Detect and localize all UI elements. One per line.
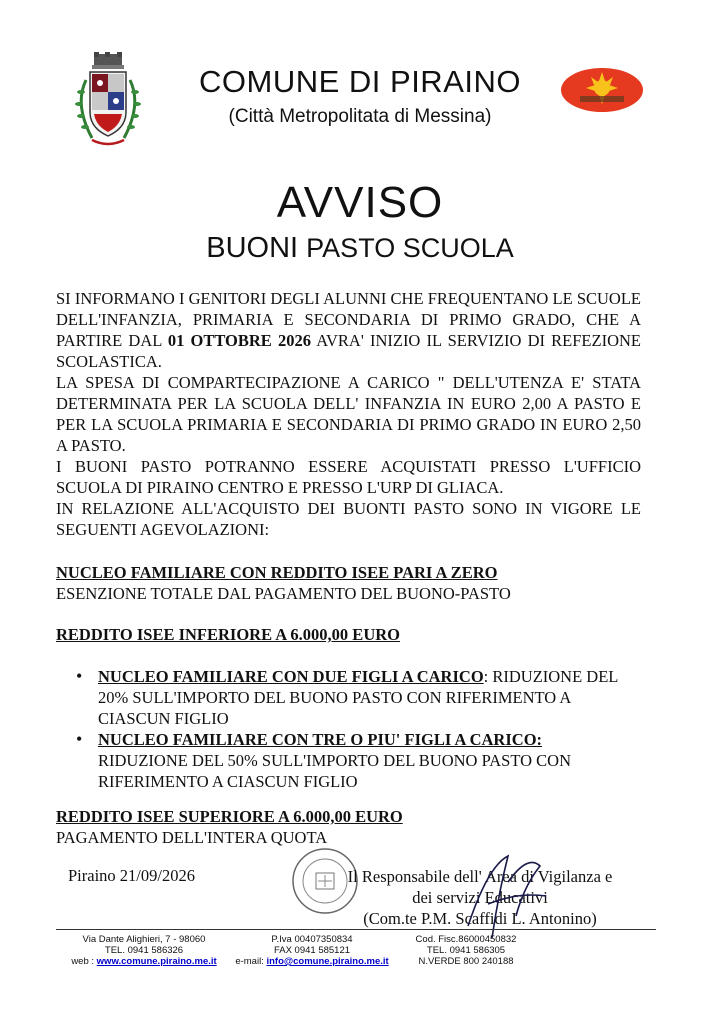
footer-fiscal-code: Cod. Fisc.86000450832 (415, 934, 517, 945)
footer-address-block (64, 934, 224, 967)
benefit-two-children-title: NUCLEO FAMILIARE CON DUE FIGLI A CARICO (98, 667, 484, 686)
section-isee-zero-title: NUCLEO FAMILIARE CON REDDITO ISEE PARI A ZERO (56, 563, 498, 582)
section-isee-above-title: REDDITO ISEE SUPERIORE A 6.000,00 EURO (56, 807, 403, 826)
footer-web-label: web : (71, 956, 97, 967)
footer-phone-2: TEL. 0941 586305 (426, 945, 506, 956)
notice-heading: AVVISO (276, 178, 444, 227)
section-isee-zero-text: ESENZIONE TOTALE DAL PAGAMENTO DEL BUONO-PASTO (56, 584, 511, 603)
municipality-subtitle: (Città Metropolitata di Messina) (228, 106, 492, 127)
subject-part-b: PASTO SCUOLA (306, 233, 514, 263)
handwritten-signature-icon (448, 846, 558, 946)
notice-body (56, 288, 641, 540)
notice-subject (0, 232, 720, 265)
list-item (76, 729, 646, 792)
footer-tax-block (232, 934, 392, 967)
signatory-name: (Com.te P.M. Scaffidi L. Antonino) (363, 909, 597, 928)
section-isee-below-title: REDDITO ISEE INFERIORE A 6.000,00 EURO (56, 625, 400, 644)
footer-email (232, 956, 392, 967)
footer-fax: FAX 0941 585121 (273, 945, 351, 956)
municipality-title: COMUNE DI PIRAINO (199, 64, 521, 99)
paragraph-purchase: I BUONI PASTO POTRANNO ESSERE ACQUISTATI PRESSO L'UFFICIO SCUOLA DI PIRAINO CENTRO E PRESSO L'URP DI GLIACA. (56, 457, 641, 497)
footer-divider (56, 929, 656, 930)
paragraph-start-date (56, 288, 641, 372)
p1-text-a: SI INFORMANO I GENITORI DEGLI ALUNNI CHE FREQUENTANO LE SCUOLE DELL'INFANZIA, PRIMARIA E SECONDARIA DI PRIMO GRADO, CHE A PARTIRE DAL (56, 289, 641, 350)
section-isee-zero (56, 562, 656, 604)
footer-contact-block (396, 934, 536, 967)
document-date: Piraino 21/09/2026 (68, 866, 195, 885)
paragraph-costs: LA SPESA DI COMPARTECIPAZIONE A CARICO " DELL'UTENZA E' STATA DETERMINATA PER LA SCUOLA DELL' INFANZIA IN EURO 2,00 A PASTO E PER LA SCUOLA PRIMARIA E SECONDARIA DI PRIMO GRADO IN EURO 2,50 A PASTO. (56, 373, 641, 455)
signatory-role-line2: dei servizi Educativi (412, 888, 548, 907)
benefit-two-children-text: : RIDUZIONE DEL 20% SULL'IMPORTO DEL BUONO PASTO CON RIFERIMENTO A CIASCUN FIGLIO (98, 667, 618, 728)
p1-text-b: AVRA' INIZIO IL SERVIZIO DI REFEZIONE SCOLASTICA. (56, 331, 641, 371)
service-start-date: 01 OTTOBRE 2026 (167, 331, 311, 350)
section-isee-above-text: PAGAMENTO DELL'INTERA QUOTA (56, 828, 328, 847)
footer-email-label: e-mail: (235, 956, 267, 967)
benefit-three-children-title: NUCLEO FAMILIARE CON TRE O PIU' FIGLI A CARICO: (98, 730, 543, 749)
footer-phone: TEL. 0941 586326 (104, 945, 184, 956)
paragraph-benefits: IN RELAZIONE ALL'ACQUISTO DEI BUONTI PASTO SONO IN VIGORE LE SEGUENTI AGEVOLAZIONI: (56, 499, 641, 539)
list-item (76, 666, 646, 729)
footer-toll-free: N.VERDE 800 240188 (418, 956, 514, 967)
footer-website-link[interactable]: www.comune.piraino.me.it (96, 956, 217, 967)
footer-web (64, 956, 224, 967)
footer-address: Via Dante Alighieri, 7 - 98060 (82, 934, 206, 945)
subject-part-a: BUONI (206, 232, 307, 264)
section-isee-below (56, 624, 656, 645)
benefit-three-children-text: RIDUZIONE DEL 50% SULL'IMPORTO DEL BUONO PASTO CON RIFERIMENTO A CIASCUN FIGLIO (98, 751, 572, 791)
benefit-list (76, 666, 646, 792)
footer-vat: P.Iva 00407350834 (271, 934, 353, 945)
signatory-role-line1: Il Responsabile dell' Area di Vigilanza e (347, 867, 613, 886)
section-isee-above (56, 806, 656, 848)
footer-email-link[interactable]: info@comune.piraino.me.it (266, 956, 389, 967)
